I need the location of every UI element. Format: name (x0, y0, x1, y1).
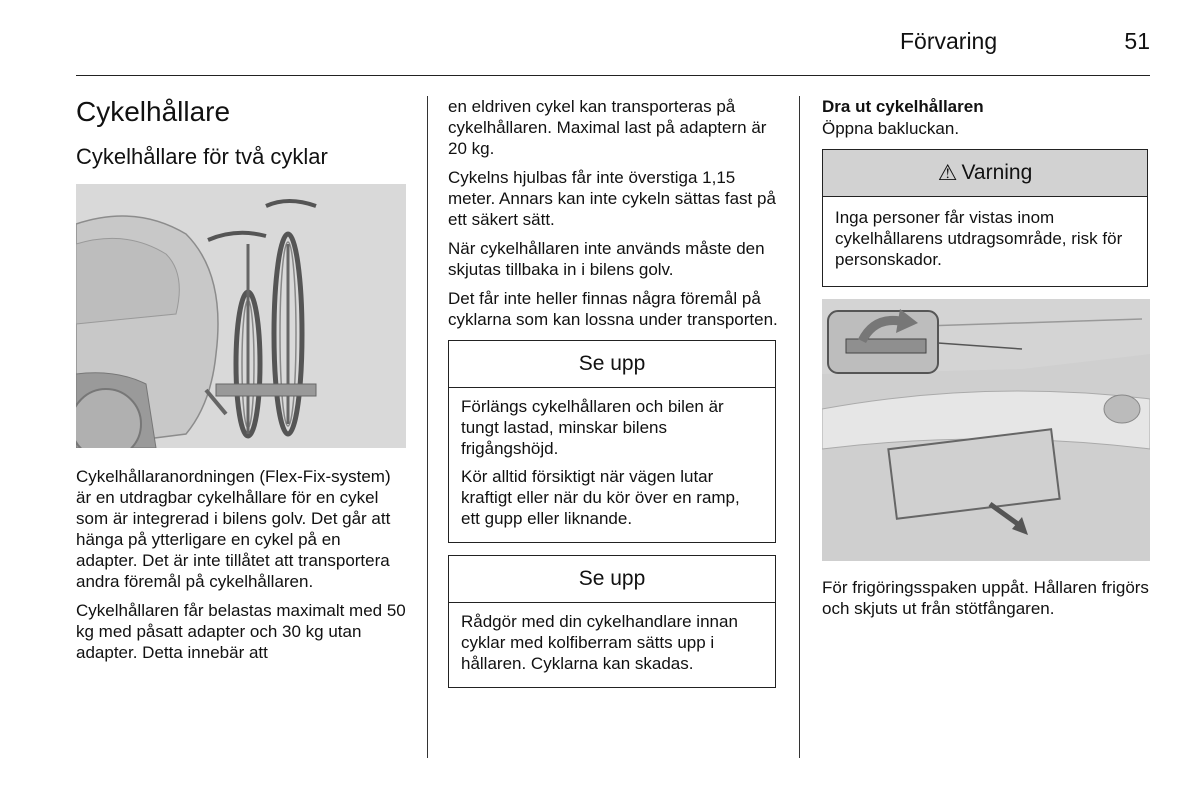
page-heading: Cykelhållare (76, 96, 231, 127)
section-heading: Cykelhållare för två cyklar (76, 144, 328, 169)
warning-text: Inga personer får vistas inom cykelhållarens utdragsområde, risk för personskador. (835, 208, 1123, 269)
subsection-heading: Dra ut cykelhållaren (822, 97, 984, 116)
column-right (822, 96, 1150, 627)
paragraph: Det får inte heller finnas några föremål på cyklarna som kan lossna under transporten. (448, 289, 778, 329)
paragraph: Öppna bakluckan. (822, 119, 960, 138)
caution-text: Förlängs cykelhållaren och bilen är tungt lastad, minskar bilens frigångshöjd. (461, 397, 724, 458)
caution-text: Rådgör med din cykelhandlare innan cyklar med kolfiberram sätts upp i hållaren. Cyklarna kan skadas. (461, 612, 738, 673)
caution-text: Kör alltid försiktigt när vägen lutar kraftigt eller när du kör över en ramp, ett gupp eller liknande. (461, 467, 740, 528)
page-number: 51 (1124, 28, 1150, 54)
warning-triangle-icon: ⚠ (937, 160, 958, 185)
column-middle (448, 96, 778, 700)
bike-carrier-illustration (76, 184, 406, 448)
column-divider (799, 96, 800, 758)
header-divider (76, 75, 1150, 76)
paragraph: en eldriven cykel kan transporteras på cykelhållaren. Maximal last på adaptern är 20 kg. (448, 97, 767, 158)
caution-title: Se upp (449, 556, 775, 603)
caution-box (448, 555, 776, 688)
caution-box (448, 340, 776, 543)
warning-header (823, 150, 1147, 197)
warning-title: Varning (961, 161, 1033, 184)
column-left (76, 96, 406, 671)
section-title: Förvaring (900, 28, 998, 54)
release-lever-illustration (822, 299, 1150, 561)
paragraph: Cykelhållaren får belastas maximalt med 50 kg med påsatt adapter och 30 kg utan adapter. Detta innebär att (76, 601, 406, 662)
caution-title: Se upp (449, 341, 775, 388)
paragraph: När cykelhållaren inte används måste den skjutas tillbaka in i bilens golv. (448, 239, 765, 279)
column-divider (427, 96, 428, 758)
warning-box (822, 149, 1148, 287)
paragraph: Cykelns hjulbas får inte överstiga 1,15 meter. Annars kan inte cykeln sättas fast på ett säkert sätt. (448, 168, 776, 229)
paragraph: För frigöringsspaken uppåt. Hållaren frigörs och skjuts ut från stötfångaren. (822, 578, 1149, 618)
paragraph: Cykelhållaranordningen (Flex-Fix-system) är en utdragbar cykelhållare för en cykel som är integrerad i bilens golv. Det går att hänga på ytterligare en cykel på en adapter. Det är inte tillåtet att transportera andra föremål på cykelhållaren. (76, 467, 391, 591)
